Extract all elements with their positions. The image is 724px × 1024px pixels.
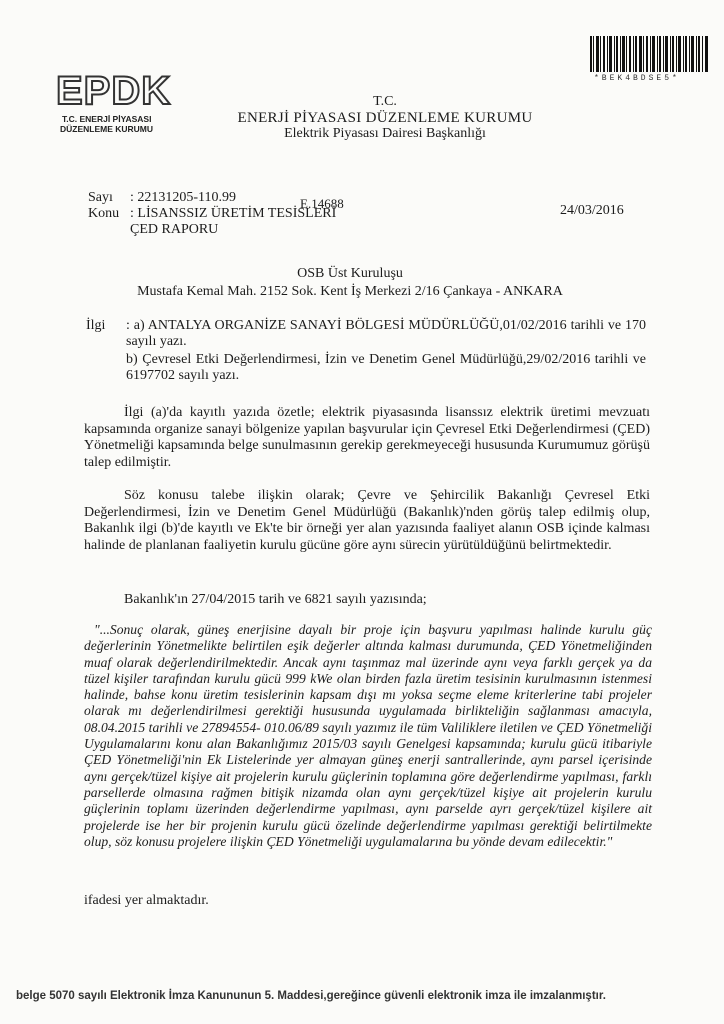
quoted-paragraph: "...Sonuç olarak, güneş enerjisine dayalı bir proje için başvuru yapılması halinde kurulu güç değerlerinin Yönetmelikte belirtilen eşik değerler altında kalması durumunda, ÇED Yönetmeliğinden muaf olarak değerlendirilmektedir. Ancak aynı taşınmaz mal üzerinde aynı veya farklı gerçek ya da tüzel kişiler tarafından kurulu gücü 999 kWe olan birden fazla üretim tesisinin kurulmasının istenmesi halinde, bahse konu üretim tesislerinin kapsam dışı mı yoksa seçme eleme kriterlerine tabi projeler olarak mı değerlendirilmesi gerektiği hususunda uygulamada birlikteliğin sağlanması amacıyla, 08.04.2015 tarihli ve 27894554- 010.06/89 sayılı yazımız ile tüm Valiliklere iletilen ve ÇED Yönetmeliği Uygulamalarını konu alan Bakanlığımız 2015/03 sayılı Genelgesi kapsamında; kurulu gücü itibariyle ÇED Yönetmeliği'nin Ek Listelerinde yer almayan güneş enerji santrallerinde, aynı parsel içerisinde aynı gerçek/tüzel kişiye ait projelerin kurulu güçlerinin toplamına göre değerlendirme yapılması, farklı parsellerde olmasına rağmen bitişik nizamda olan aynı gerçek/tüzel kişiye ait projelerin kurulu güçlerinin toplamı üzerinden değerlendirme yapılması, aynı parselde ayrı gerçek/tüzel kişilere ait projelerde ise her bir projenin kurulu gücü özelinde değerlendirme yapılması gerektiği belirtilmekte olup, söz konusu projelere ilişkin ÇED Yönetmeliği uygulamalarına bu yönde devam edilecektir." — [84, 622, 652, 849]
header-department: Elektrik Piyasası Dairesi Başkanlığı — [284, 126, 486, 141]
recipient-name: OSB Üst Kuruluşu — [297, 266, 403, 281]
konu-label: Konu — [88, 206, 120, 221]
header-country: T.C. — [373, 94, 397, 109]
document-date: 24/03/2016 — [560, 203, 624, 218]
konu-row — [88, 206, 336, 222]
sayi-row — [88, 190, 336, 206]
reference-block — [86, 318, 646, 386]
barcode-bars — [590, 36, 708, 72]
header-agency: ENERJİ PİYASASI DÜZENLEME KURUMU — [237, 110, 533, 126]
sayi-label: Sayı — [88, 190, 113, 205]
e-signature-footer: belge 5070 sayılı Elektronik İmza Kanununun 5. Maddesi,gereğince güvenli elektronik imza ile imzalanmıştır. — [16, 990, 606, 1002]
evrak-number: E.14688 — [300, 196, 344, 211]
reference-item-b: b) Çevresel Etki Değerlendirmesi, İzin ve Denetim Genel Müdürlüğü,29/02/2016 tarihli ve 6197702 sayılı yazı. — [126, 352, 646, 383]
closing-line: ifadesi yer almaktadır. — [84, 893, 209, 908]
document-header — [220, 94, 550, 142]
barcode — [590, 36, 710, 86]
paragraph-3: Bakanlık'ın 27/04/2015 tarih ve 6821 sayılı yazısında; — [124, 592, 427, 607]
sayi-value: : 22131205-110.99 — [130, 190, 237, 205]
document-meta — [88, 190, 336, 238]
konu-row-2 — [88, 222, 336, 238]
ilgi-label: İlgi — [86, 318, 106, 333]
recipient-address: Mustafa Kemal Mah. 2152 Sok. Kent İş Merkezi 2/16 Çankaya - ANKARA — [137, 284, 563, 299]
logo-caption-line2: DÜZENLEME KURUMU — [60, 124, 154, 134]
konu-value: : LİSANSSIZ ÜRETİM TESİSLERİ — [130, 206, 337, 221]
logo-caption-line1: T.C. ENERJİ PİYASASI — [62, 114, 152, 124]
konu-value-2: ÇED RAPORU — [130, 222, 219, 237]
reference-item-a: : a) ANTALYA ORGANİZE SANAYİ BÖLGESİ MÜDÜRLÜĞÜ,01/02/2016 tarihli ve 170 sayılı yazı. — [126, 318, 646, 349]
barcode-number: *BEK4BDSE5* — [594, 74, 680, 83]
logo-wordmark: EPDK — [56, 69, 172, 113]
paragraph-1: İlgi (a)'da kayıtlı yazıda özetle; elektrik piyasasında lisanssız elektrik üretimi mevzuatı kapsamında organize sanayi bölgenize yapılan başvurular için Çevresel Etki Değerlendirmesi (ÇED) Yönetmeliği kapsamında belge sunulmasının gerekip gerekmeyeceği hususunda Kurumumuz görüşü talep edilmiştir. — [84, 405, 650, 470]
recipient-block — [100, 265, 600, 301]
epdk-logo — [56, 70, 176, 145]
paragraph-2: Söz konusu talebe ilişkin olarak; Çevre ve Şehircilik Bakanlığı Çevresel Etki Değerlendirmesi, İzin ve Denetim Genel Müdürlüğü (Bakanlık)'nden görüş talep edilmiş olup, Bakanlık ilgi (b)'de kayıtlı ve Ek'te bir örneği yer alan yazısında faaliyet alanın OSB içinde kalması halinde de planlanan faaliyetin kurulu gücüne göre aynı sürecin yürütüldüğünü belirtmektedir. — [84, 488, 650, 553]
